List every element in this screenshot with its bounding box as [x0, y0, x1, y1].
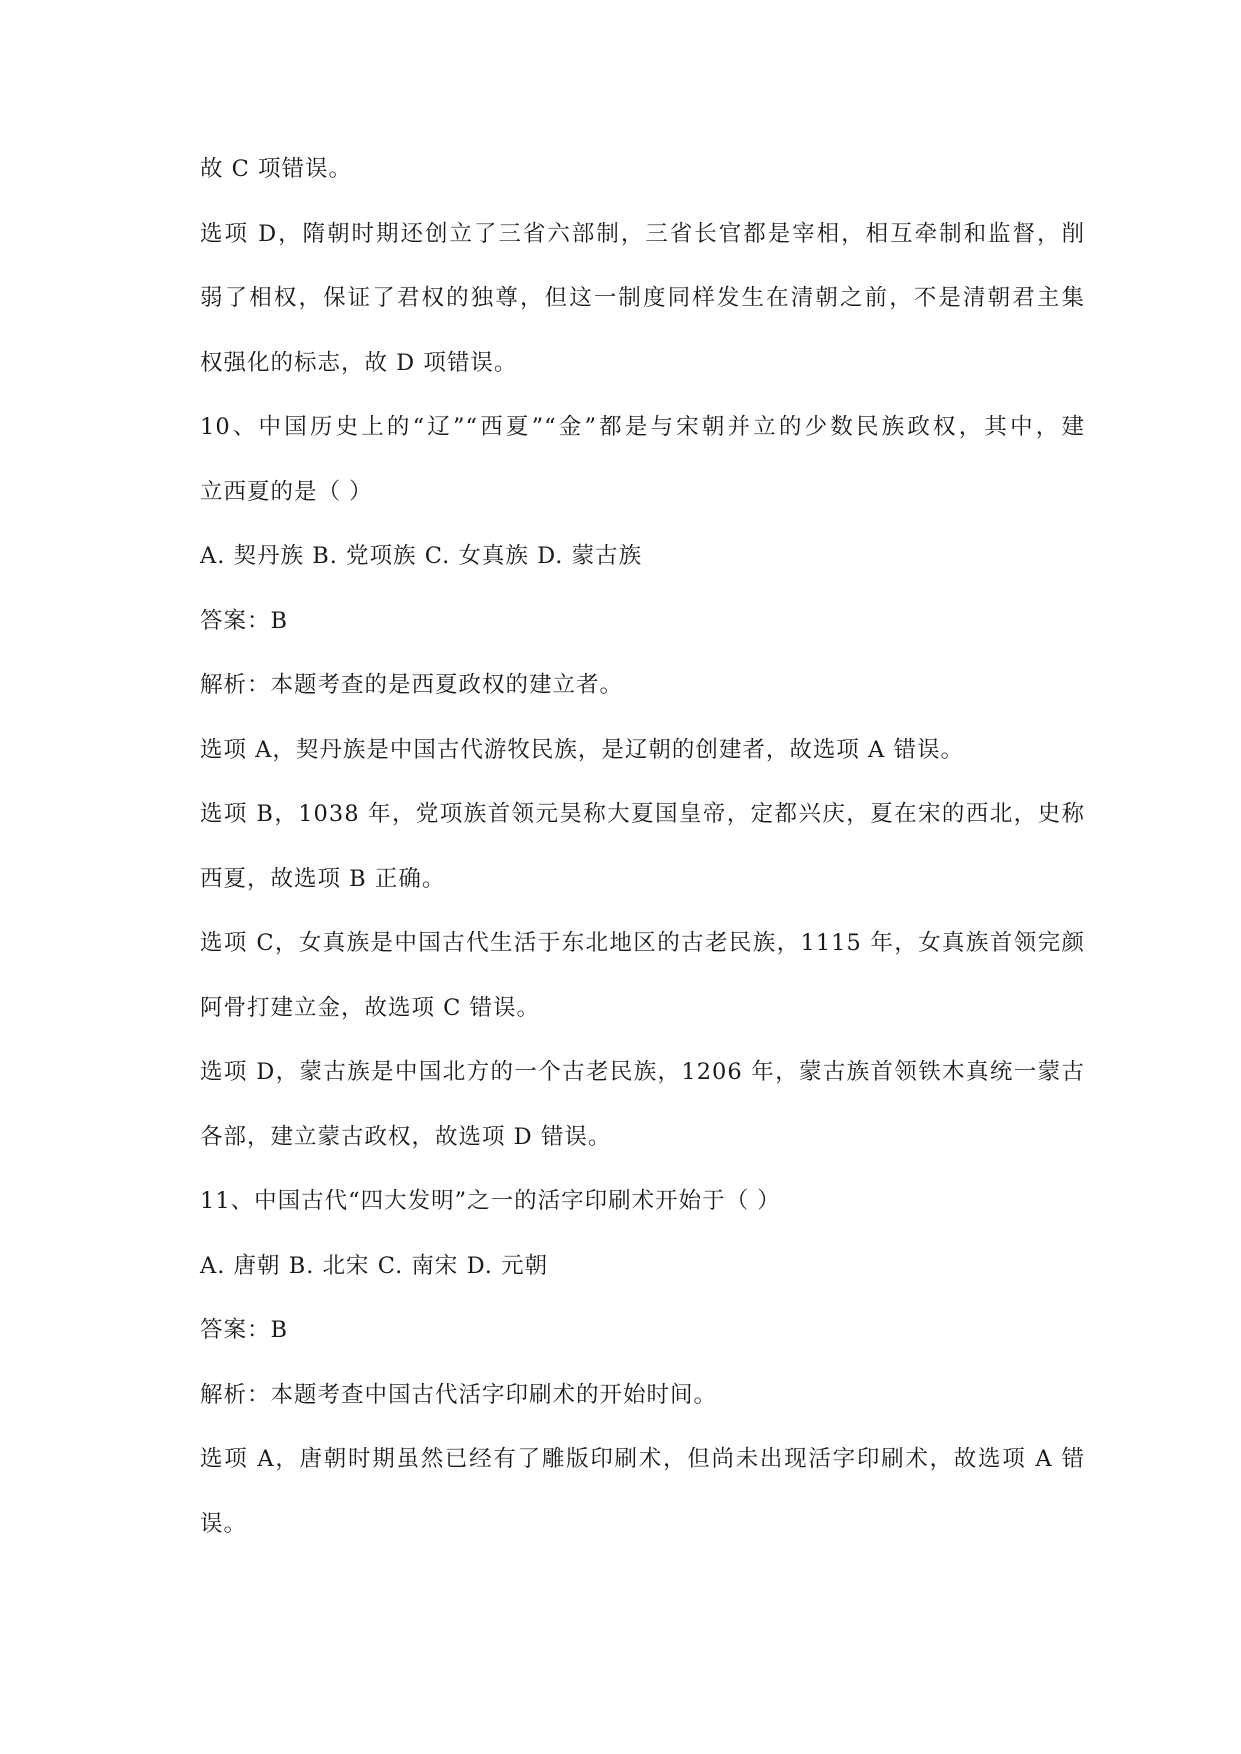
- text-line: 选项 B，1038 年，党项族首领元昊称大夏国皇帝，定都兴庆，夏在宋的西北，史称: [200, 801, 1085, 827]
- question-11-options: A. 唐朝 B. 北宋 C. 南宋 D. 元朝: [200, 1252, 549, 1279]
- question-11-answer: 答案：B: [200, 1317, 289, 1343]
- text-line: 弱了相权，保证了君权的独尊，但这一制度同样发生在清朝之前，不是清朝君主集: [200, 285, 1085, 311]
- question-10-analysis: 解析：本题考查的是西夏政权的建立者。: [200, 672, 624, 698]
- question-10-answer: 答案：B: [200, 607, 289, 634]
- text-line: 故 C 项错误。: [200, 156, 353, 182]
- text-line: 选项 A，唐朝时期虽然已经有了雕版印刷术，但尚未出现活字印刷术，故选项 A 错: [200, 1446, 1085, 1472]
- question-11-stem: 11、中国古代“四大发明”之一的活字印刷术开始于（ ）: [200, 1188, 781, 1214]
- question-10-options: A. 契丹族 B. 党项族 C. 女真族 D. 蒙古族: [200, 543, 643, 569]
- question-11-analysis: 解析：本题考查中国古代活字印刷术的开始时间。: [200, 1381, 718, 1408]
- question-10-stem-end: 立西夏的是（ ）: [200, 478, 373, 505]
- text-line: 选项 D，蒙古族是中国北方的一个古老民族，1206 年，蒙古族首领铁木真统一蒙古: [200, 1059, 1085, 1085]
- text-line: 选项 A，契丹族是中国古代游牧民族，是辽朝的创建者，故选项 A 错误。: [200, 736, 964, 763]
- text-line: 权强化的标志，故 D 项错误。: [200, 349, 518, 376]
- document-body: [200, 137, 1085, 1556]
- text-line: 选项 D，隋朝时期还创立了三省六部制，三省长官都是宰相，相互牵制和监督，削: [200, 220, 1085, 247]
- text-line: 各部，建立蒙古政权，故选项 D 错误。: [200, 1123, 612, 1150]
- text-line: 西夏，故选项 B 正确。: [200, 865, 446, 892]
- text-line: 选项 C，女真族是中国古代生活于东北地区的古老民族，1115 年，女真族首领完颜: [200, 930, 1085, 956]
- text-line: 误。: [200, 1510, 248, 1537]
- question-10-stem: 10、中国历史上的“辽”“西夏”“金”都是与宋朝并立的少数民族政权，其中，建: [200, 414, 1085, 440]
- text-line: 阿骨打建立金，故选项 C 错误。: [200, 994, 541, 1021]
